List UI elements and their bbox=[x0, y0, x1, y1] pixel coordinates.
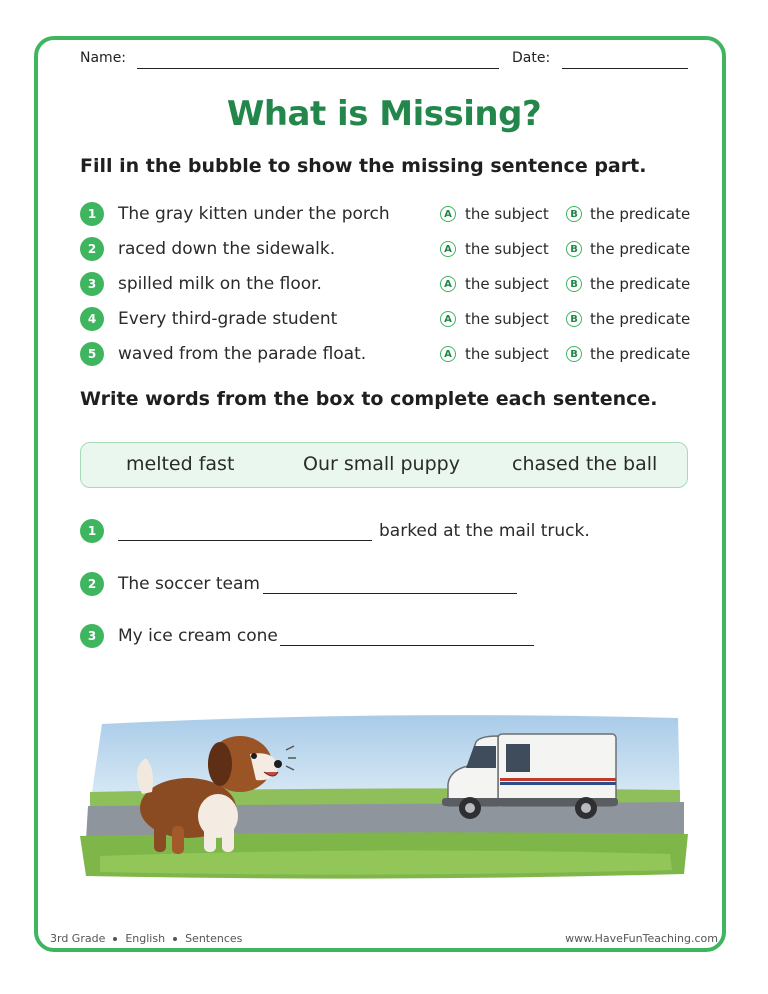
question-number-badge: 1 bbox=[80, 202, 104, 226]
question-text: spilled milk on the floor. bbox=[118, 274, 322, 294]
part2-instruction: Write words from the box to complete each sentence. bbox=[80, 388, 658, 410]
part1-instruction: Fill in the bubble to show the missing sentence part. bbox=[80, 155, 647, 177]
option-a-label: the subject bbox=[465, 275, 549, 293]
word-bank-item: chased the ball bbox=[512, 453, 658, 475]
date-field-line[interactable] bbox=[562, 68, 688, 69]
bubble-b[interactable]: B bbox=[566, 346, 582, 362]
word-bank-item: Our small puppy bbox=[303, 453, 460, 475]
bubble-b[interactable]: B bbox=[566, 311, 582, 327]
sentence-text: The soccer team bbox=[118, 574, 260, 594]
name-field-line[interactable] bbox=[137, 68, 499, 69]
puppy-barking-at-mail-truck-illustration bbox=[80, 706, 688, 886]
page-title: What is Missing? bbox=[226, 94, 542, 134]
question-number-badge: 1 bbox=[80, 519, 104, 543]
option-b-label: the predicate bbox=[590, 310, 691, 328]
option-a-label: the subject bbox=[465, 240, 549, 258]
bubble-b[interactable]: B bbox=[566, 276, 582, 292]
option-b-label: the predicate bbox=[590, 240, 691, 258]
question-text: waved from the parade float. bbox=[118, 344, 367, 364]
question-number-badge: 2 bbox=[80, 237, 104, 261]
question-text: Every third-grade student bbox=[118, 309, 338, 329]
answer-line[interactable] bbox=[263, 593, 517, 594]
bubble-a[interactable]: A bbox=[440, 276, 456, 292]
footer-tag-grade: 3rd Grade bbox=[50, 932, 106, 945]
sentence-text: My ice cream cone bbox=[118, 626, 278, 646]
question-number-badge: 3 bbox=[80, 624, 104, 648]
bubble-a[interactable]: A bbox=[440, 241, 456, 257]
option-b-label: the predicate bbox=[590, 205, 691, 223]
answer-line[interactable] bbox=[118, 540, 372, 541]
footer-tag-subject: English bbox=[125, 932, 166, 945]
separator-dot bbox=[173, 937, 177, 941]
name-label: Name: bbox=[80, 50, 127, 66]
option-a-label: the subject bbox=[465, 310, 549, 328]
option-a-label: the subject bbox=[465, 205, 549, 223]
separator-dot bbox=[113, 937, 117, 941]
bubble-a[interactable]: A bbox=[440, 206, 456, 222]
option-b-label: the predicate bbox=[590, 275, 691, 293]
bubble-a[interactable]: A bbox=[440, 311, 456, 327]
question-number-badge: 5 bbox=[80, 342, 104, 366]
bubble-b[interactable]: B bbox=[566, 206, 582, 222]
option-b-label: the predicate bbox=[590, 345, 691, 363]
sentence-text: barked at the mail truck. bbox=[379, 521, 590, 541]
question-number-badge: 2 bbox=[80, 572, 104, 596]
question-text: The gray kitten under the porch bbox=[118, 204, 390, 224]
answer-line[interactable] bbox=[280, 645, 534, 646]
footer-website-link[interactable]: www.HaveFunTeaching.com bbox=[565, 932, 718, 945]
question-number-badge: 3 bbox=[80, 272, 104, 296]
option-a-label: the subject bbox=[465, 345, 549, 363]
word-bank-item: melted fast bbox=[126, 453, 235, 475]
footer-tag-topic: Sentences bbox=[185, 932, 243, 945]
question-text: raced down the sidewalk. bbox=[118, 239, 336, 259]
bubble-a[interactable]: A bbox=[440, 346, 456, 362]
footer-tags bbox=[50, 932, 242, 945]
question-number-badge: 4 bbox=[80, 307, 104, 331]
bubble-b[interactable]: B bbox=[566, 241, 582, 257]
date-label: Date: bbox=[512, 50, 551, 66]
